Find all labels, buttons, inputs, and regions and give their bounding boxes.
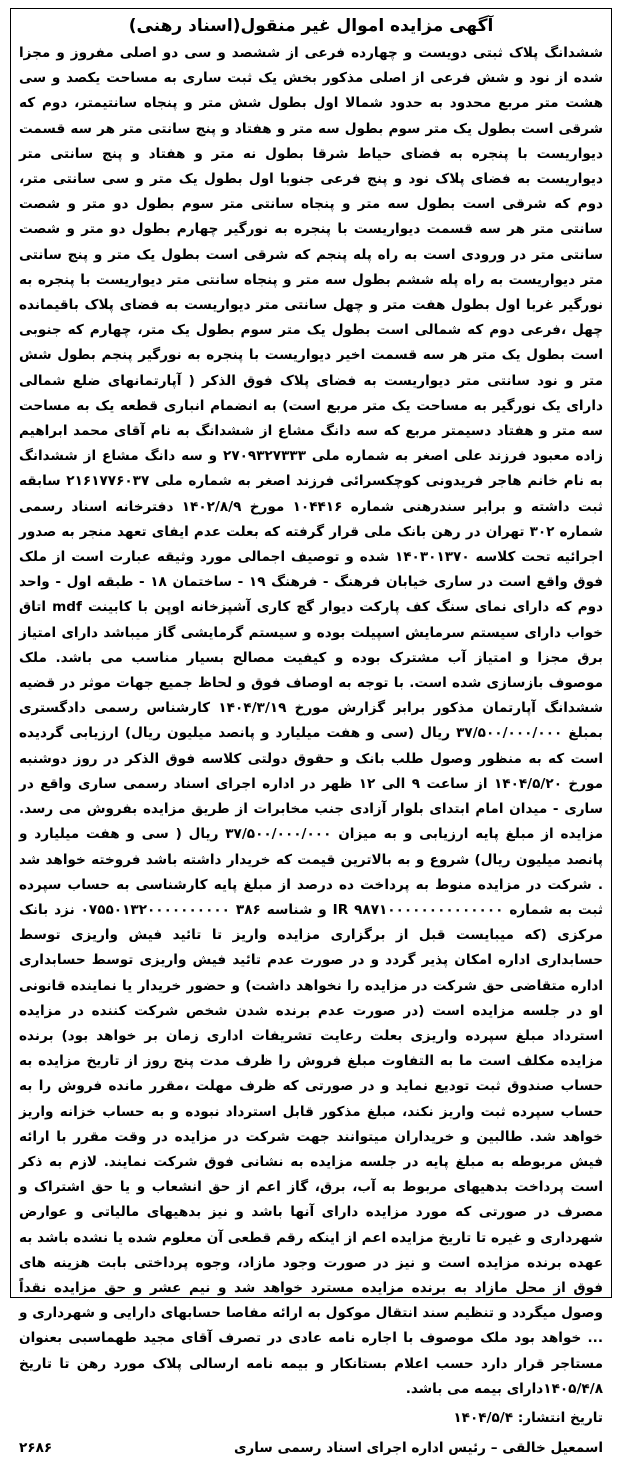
signature: اسمعیل خالقی – رئیس اداره اجرای اسناد رسمی ساری: [233, 1439, 603, 1456]
publish-date: ۱۴۰۴/۵/۴: [453, 1409, 514, 1426]
publish-date-line: [19, 1406, 603, 1430]
publish-label: تاریخ انتشار:: [517, 1409, 603, 1426]
auction-notice: [10, 8, 612, 1456]
notice-code: ۲۶۸۶: [19, 1439, 53, 1456]
notice-body: ششدانگ پلاک ثبتی دویست و چهارده فرعی از ششصد و سی دو اصلی مفروز و مجزا شده از نود و شش فرعی از اصلی مذکور بخش یک ثبت ساری به مساحت یکصد و سی هشت متر مربع محدود به حدود شمالا اول بطول شش متر و پنجاه سانتیمتر، دوم که شرقی است بطول یک متر سوم بطول سه متر و هفتاد و پنج سانتی متر هر سه قسمت دیواریست با پنجره به فضای حیاط شرقا بطول نه متر و هفتاد و پنج سانتی متر دیواریست به فضای پلاک نود و پنج فرعی جنوبا اول بطول یک متر و سی سانتی متر، دوم که شرقی است بطول سه متر و پنجاه سانتی متر سوم بطول دو متر و شصت سانتی متر هر سه قسمت دیواریست با پنجره به نورگیر چهارم بطول دو متر و شصت سانتی متر در ورودی است به راه پله پنجم که شرقی است بطول یک متر و پنج سانتی متر دیواریست به راه پله ششم بطول سه متر و پنجاه سانتی متر دیواریست با پنجره به نورگیر غربا اول بطول هفت متر و چهل سانتی متر دیواریست به فضای پلاک باقیمانده چهل ،فرعی دوم که شمالی است بطول یک متر سوم بطول یک متر، چهارم که جنوبی است بطول یک متر هر سه قسمت اخیر دیواریست با پنجره به نورگیر پنجم بطول شش متر و نود سانتی متر دیواریست به فضای پلاک فوق الذکر ( آپارتمانهای ضلع شمالی دارای یک نورگیر به مساحت یک متر مربع است) به انضمام انباری قطعه یک به مساحت سه متر و هفتاد دسیمتر مربع که سه دانگ مشاع از ششدانگ به نام آقای محمد ابراهیم زاده معبود فرزند علی اصغر به شماره ملی ۲۷۰۹۳۲۷۳۳۳ و سه دانگ مشاع از ششدانگ به نام خانم هاجر فریدونی کوچکسرائی فرزند اصغر به شماره ملی ۲۱۶۱۷۷۶۰۳۷ سابقه ثبت داشته و برابر سندرهنی شماره ۱۰۴۴۱۶ مورخ ۱۴۰۲/۸/۹ دفترخانه اسناد رسمی شماره ۳۰۲ تهران در رهن بانک ملی قرار گرفته که بعلت عدم ایفای تعهد منجر به صدور اجرائیه تحت کلاسه ۱۴۰۳۰۱۳۷۰ شده و توصیف اجمالی مورد وثیقه عبارت است از ملک فوق واقع است در ساری خیابان فرهنگ - فرهنگ ۱۹ - ساختمان ۱۸ - طبقه اول - واحد دوم که دارای نمای سنگ کف پارکت دیوار گچ کاری آشپزخانه اوپن با کابینت mdf اتاق خواب دارای سیستم سرمایش اسپیلت بوده و سیستم گرمایشی گاز میباشد دارای امتیاز برق مجزا و امتیاز آب مشترک بوده و کیفیت مصالح بسیار مناسب می باشد. ملک موصوف بازسازی شده است. با توجه به اوصاف فوق و لحاظ جمیع جهات موثر در قضیه ششدانگ آپارتمان مذکور برابر گزارش مورخ ۱۴۰۴/۳/۱۹ کارشناس رسمی دادگستری بمبلغ ۳۷/۵۰۰/۰۰۰/۰۰۰ ریال (سی و هفت میلیارد و پانصد میلیون ریال) ارزیابی گردیده است که به منظور وصول طلب بانک و حقوق دولتی کلاسه فوق الذکر در روز دوشنبه مورخ ۱۴۰۴/۵/۲۰ از ساعت ۹ الی ۱۲ ظهر در اداره اجرای اسناد رسمی ساری واقع در ساری - میدان امام ابتدای بلوار آزادی جنب مخابرات از طریق مزایده بفروش می رسد. مزایده از مبلغ پایه ارزیابی و به میزان ۳۷/۵۰۰/۰۰۰/۰۰۰ ریال ( سی و هفت میلیارد و پانصد میلیون ریال) شروع و به بالاترین قیمت که خریدار داشته باشد فروخته خواهد شد . شرکت در مزایده منوط به پرداخت ده درصد از مبلغ پایه کارشناسی به حساب سپرده ثبت به شماره ۹۸۷۱۰۰۰۰۰۰۰۰۰۰۰۰۰۰ IR و شناسه ۳۸۶ ۰۷۵۵۰۱۳۲۰۰۰۰۰۰۰۰۰۰ نزد بانک مرکزی (که میبایست قبل از برگزاری مزایده واریز تا تائید فیش واریزی توسط حسابداری اداره امکان پذیر گردد و در صورت عدم تائید فیش واریزی توسط حسابداری اداره متقاضی حق شرکت در مزایده را نخواهد داشت) و حضور خریدار یا نماینده قانونی او در جلسه مزایده است (در صورت عدم برنده شدن شخص شرکت کننده در مزایده استرداد مبلغ سپرده واریزی بعلت رعایت تشریفات اداری زمان بر خواهد بود) برنده مزایده مکلف است ما به التفاوت مبلغ فروش را ظرف مدت پنج روز از تاریخ مزایده به حساب صندوق ثبت تودیع نماید و در صورتی که ظرف مهلت ،مقرر مانده فروش را به حساب سپرده ثبت واریز نکند، مبلغ مذکور قابل استرداد نبوده و به حساب خزانه واریز خواهد شد. طالبین و خریداران میتوانند جهت شرکت در مزایده در وقت مقرر با ارائه فیش مربوطه به مبلغ پایه در جلسه مزایده به نشانی فوق شرکت نمایند. لازم به ذکر است پرداخت بدهیهای مربوط به آب، برق، گاز اعم از حق انشعاب و یا حق اشتراک و مصرف در صورتی که مورد مزایده دارای آنها باشد و نیز بدهیهای مالیاتی و عوارض شهرداری و غیره تا تاریخ مزایده اعم از اینکه رقم قطعی آن معلوم شده یا نشده باشد به عهده برنده مزایده است و نیز در صورت وجود مازاد، وجوه پرداختی بابت هزینه های فوق از محل مازاد به برنده مزایده مسترد خواهد شد و نیم عشر و حق مزایده نقداً وصول میگردد و تنظیم سند انتقال موکول به ارائه مفاصا حسابهای دارایی و شهرداری و ... خواهد بود ملک موصوف با اجاره نامه عادی در تصرف آقای مجید طهماسبی بعنوان مستاجر قرار دارد حسب اعلام بستانکار و بیمه نامه ارسالی پلاک مورد رهن تا تاریخ ۱۴۰۵/۴/۸دارای بیمه می باشد.: [19, 45, 604, 1397]
signature-line: [19, 1436, 603, 1460]
notice-footer: [19, 1406, 603, 1460]
notice-title: آگهی مزایده اموال غیر منقول(اسناد رهنی): [128, 16, 494, 36]
